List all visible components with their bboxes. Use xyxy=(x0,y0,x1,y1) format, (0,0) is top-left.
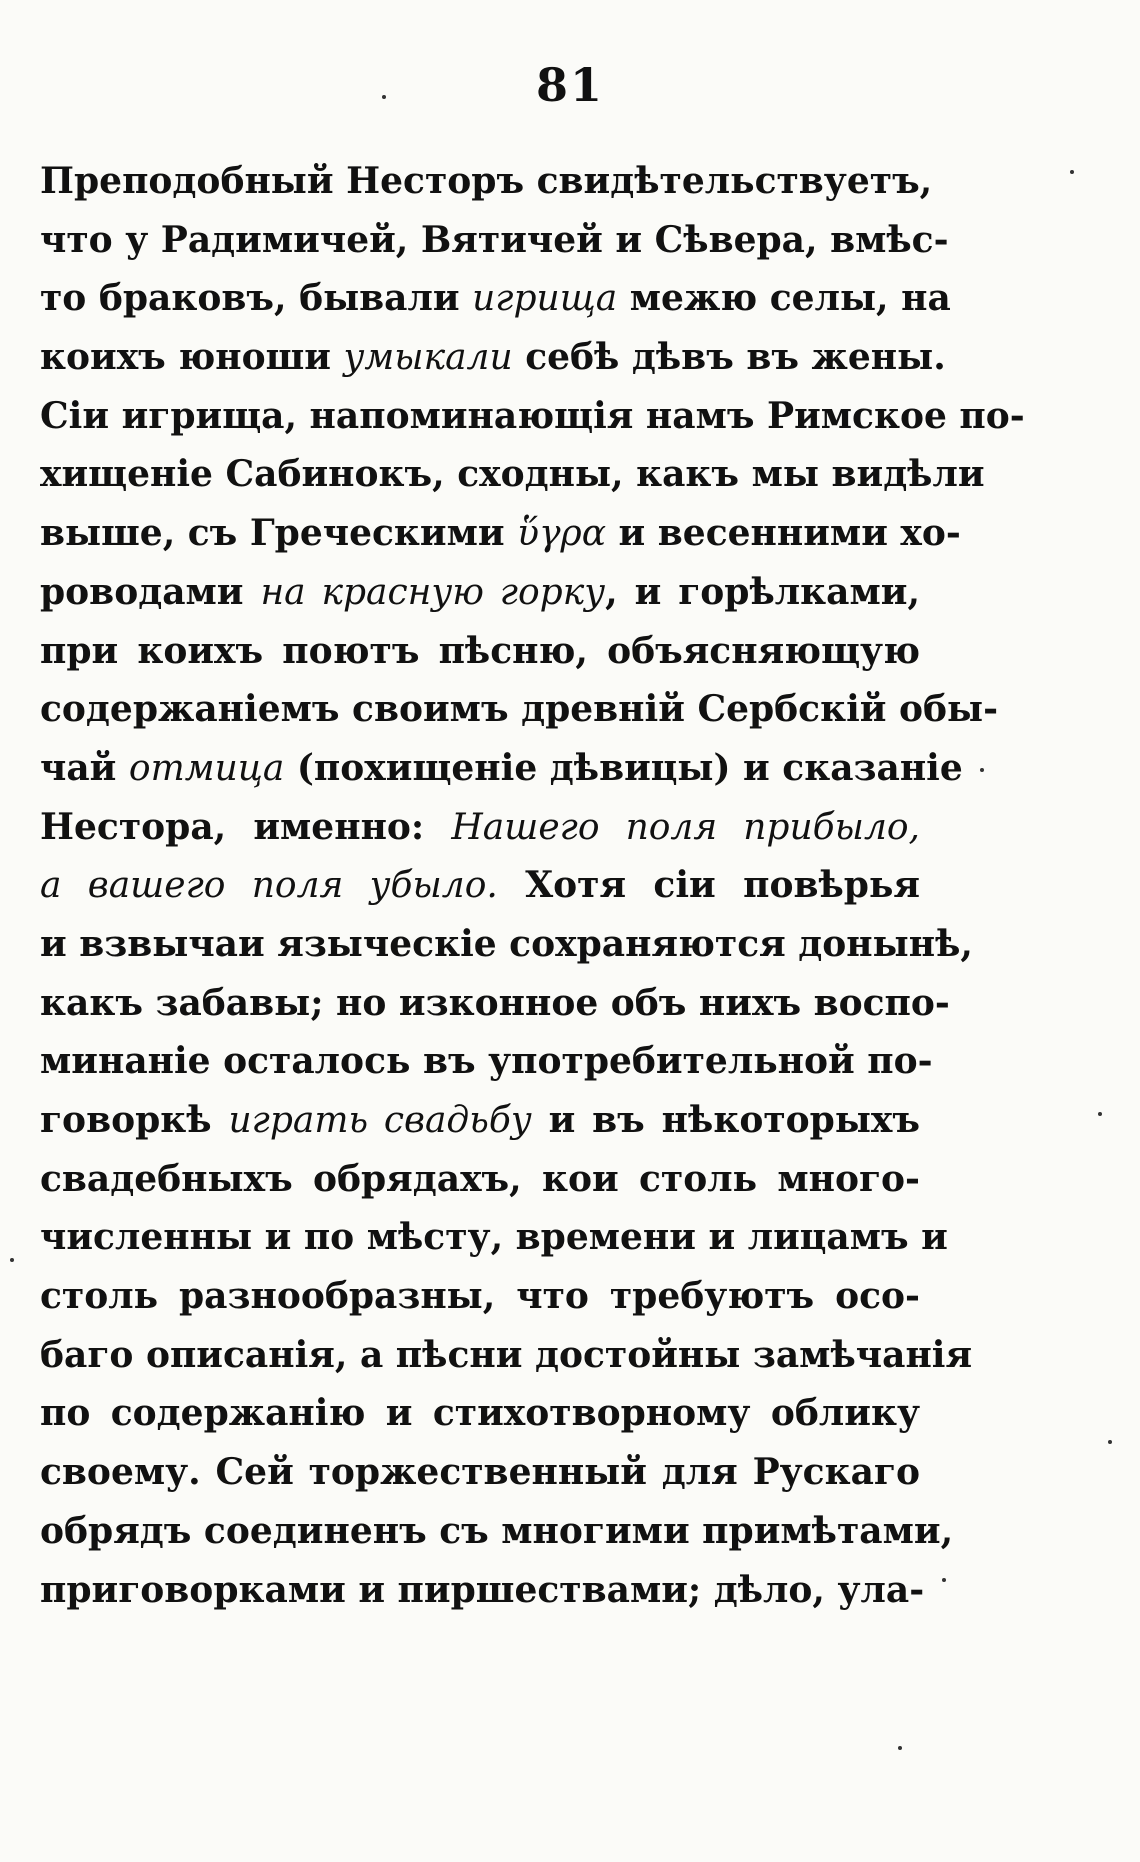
text-segment: себѣ дѣвъ въ жены. xyxy=(512,336,946,379)
body-text xyxy=(40,152,1025,1619)
text-line xyxy=(40,387,1025,446)
text-segment: говоркѣ xyxy=(40,1099,229,1141)
text-line xyxy=(40,328,946,387)
text-segment: при коихъ поютъ пѣсню, объясняющую xyxy=(40,629,920,672)
text-line xyxy=(40,504,961,563)
text-segment: (похищеніе дѣвицы) и сказаніе xyxy=(284,746,963,789)
text-segment: выше, съ Греческими xyxy=(40,512,518,555)
text-segment: что у Радимичей, Вятичей и Сѣвера, вмѣс- xyxy=(40,218,949,261)
italic-phrase: Нашего поля прибыло, xyxy=(451,806,920,848)
text-line xyxy=(40,1443,920,1502)
text-line xyxy=(40,1032,933,1091)
italic-phrase: ὕγρα xyxy=(517,513,607,555)
text-line xyxy=(40,445,985,504)
text-segment: какъ забавы; но изконное объ нихъ воспо- xyxy=(40,981,950,1024)
text-segment: минаніе осталось въ употребительной по- xyxy=(40,1040,933,1083)
text-segment: коихъ юноши xyxy=(40,336,344,379)
scan-speck xyxy=(1108,1440,1112,1444)
text-segment: и весенними хо- xyxy=(606,512,961,555)
text-segment: межю селы, на xyxy=(617,277,951,320)
text-line xyxy=(40,1384,920,1443)
text-segment: чай xyxy=(40,746,129,789)
text-segment: баго описанія, а пѣсни достойны замѣчанія xyxy=(40,1333,973,1376)
text-line xyxy=(40,856,920,915)
text-segment: и въ нѣкоторыхъ xyxy=(531,1099,920,1141)
text-segment: численны и по мѣсту, времени и лицамъ и xyxy=(40,1216,948,1259)
text-line xyxy=(40,563,920,622)
page-number: 81 xyxy=(535,58,604,112)
text-segment: обрядъ соединенъ съ многими примѣтами, xyxy=(40,1509,954,1552)
scan-speck xyxy=(942,1578,946,1582)
text-line xyxy=(40,1267,920,1326)
scan-speck xyxy=(898,1746,902,1750)
italic-phrase: игрища xyxy=(472,278,618,320)
text-segment: роводами xyxy=(40,570,261,613)
text-line xyxy=(40,152,933,211)
text-line xyxy=(40,739,963,798)
text-segment: Хотя сіи повѣрья xyxy=(497,864,920,907)
text-segment: Сіи игрища, напоминающія намъ Римское по- xyxy=(40,394,1025,437)
italic-phrase: отмица xyxy=(128,747,285,789)
text-line xyxy=(40,1208,948,1267)
text-line xyxy=(40,1326,973,1385)
text-segment: по содержанію и стихотворному облику xyxy=(40,1392,920,1435)
italic-phrase: умыкали xyxy=(343,337,513,379)
text-segment: приговорками и пиршествами; дѣло, ула- xyxy=(40,1568,925,1611)
text-segment: Нестора, именно: xyxy=(40,805,452,848)
text-line xyxy=(40,1502,954,1561)
text-segment: своему. Сей торжественный для Рускаго xyxy=(40,1451,920,1494)
italic-phrase: на красную горку xyxy=(260,571,606,613)
text-line xyxy=(40,974,950,1033)
scan-speck xyxy=(1098,1112,1102,1116)
italic-phrase: играть свадьбу xyxy=(228,1100,532,1141)
scan-speck xyxy=(980,768,984,772)
scan-speck xyxy=(1070,170,1074,174)
text-segment: то браковъ, бывали xyxy=(40,277,473,320)
text-segment: Преподобный Несторъ свидѣтельствуетъ, xyxy=(40,160,933,202)
text-line xyxy=(40,1150,920,1209)
text-segment: хищеніе Сабинокъ, сходны, какъ мы видѣли xyxy=(40,453,985,496)
text-line xyxy=(40,915,973,974)
text-line xyxy=(40,1561,925,1620)
scan-speck xyxy=(382,95,386,99)
italic-phrase: а вашего поля убыло. xyxy=(40,865,498,907)
scan-speck xyxy=(10,1258,14,1262)
text-line xyxy=(40,798,920,857)
text-line xyxy=(40,211,949,270)
text-segment: и взвычаи языческіе сохраняются донынѣ, xyxy=(40,922,973,965)
text-segment: свадебныхъ обрядахъ, кои столь много- xyxy=(40,1157,920,1200)
text-line xyxy=(40,269,951,328)
text-line xyxy=(40,1091,920,1150)
text-line xyxy=(40,680,999,739)
text-line xyxy=(40,622,920,681)
text-segment: содержаніемъ своимъ древній Сербскій обы- xyxy=(40,688,999,731)
text-segment: столь разнообразны, что требуютъ осо- xyxy=(40,1275,920,1318)
text-segment: , и горѣлками, xyxy=(605,570,920,613)
